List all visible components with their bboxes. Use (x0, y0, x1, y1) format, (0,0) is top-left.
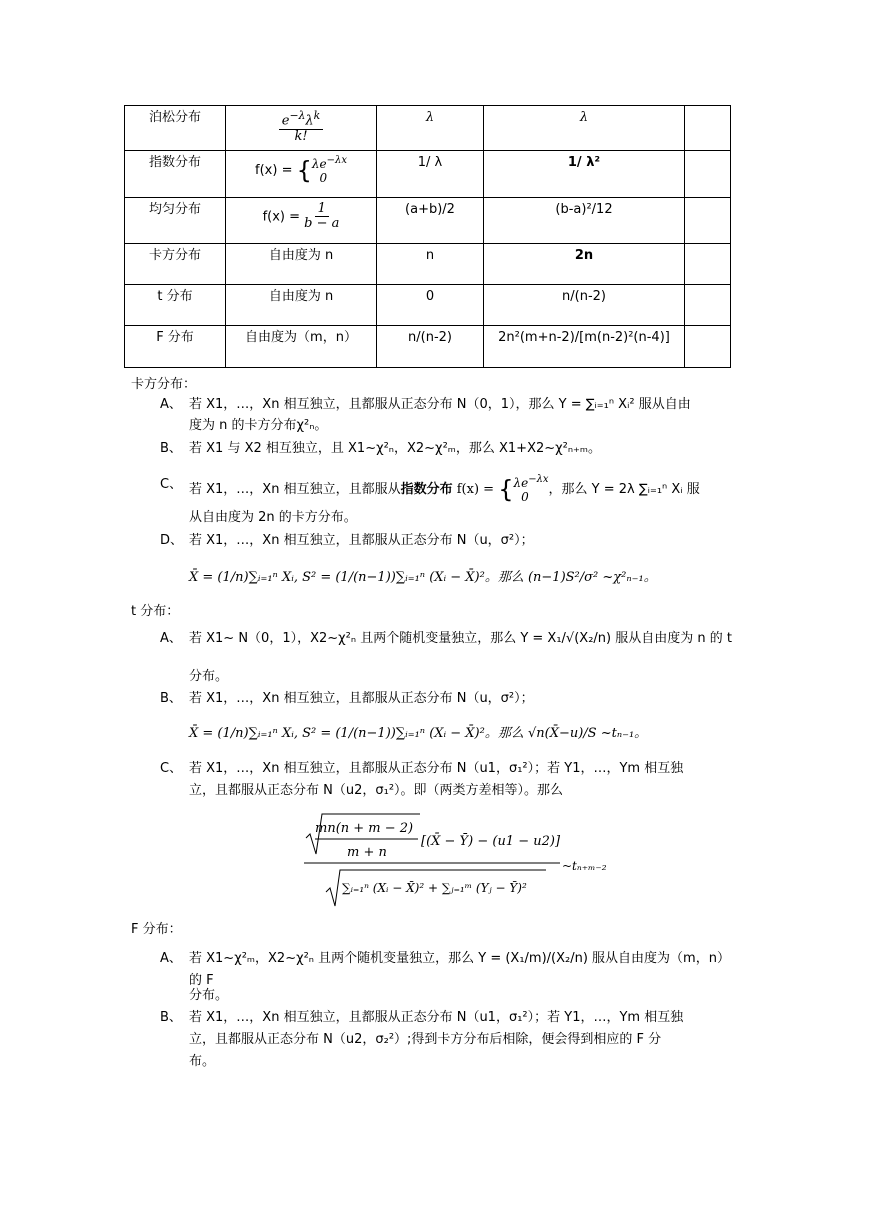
empty-cell (685, 106, 731, 151)
distribution-table (124, 105, 731, 368)
item-label: B、 (160, 441, 182, 456)
dist-name: 指数分布 (125, 151, 226, 198)
big-num-tail: [(X̄ − Ȳ) − (u1 − u2)] (421, 834, 561, 849)
dist-mean: n (377, 244, 484, 285)
item-text: 立，且都服从正态分布 N（u2，σ₂²）;得到卡方分布后相除，便会得到相应的 F 分 (189, 1032, 662, 1047)
chi-heading: 卡方分布： (131, 377, 197, 392)
pooled-t-formula (300, 810, 630, 910)
empty-cell (685, 285, 731, 326)
big-den: ∑ᵢ₌₁ⁿ (Xᵢ − X̄)² + ∑ⱼ₌₁ᵐ (Yⱼ − Ȳ)² (342, 881, 527, 895)
dist-variance: λ (484, 106, 685, 151)
item-text: 若 X1，…，Xn 相互独立，且都服从正态分布 N（u1，σ₁²）；若 Y1，…，Ym 相互独 (189, 1010, 684, 1025)
dist-name: 均匀分布 (125, 198, 226, 244)
item-text: 若 X1，…，Xn 相互独立，且都服从正态分布 N（u，σ²）； (189, 691, 534, 706)
item-text: 布。 (189, 1054, 216, 1069)
item-text: 从自由度为 2n 的卡方分布。 (189, 510, 357, 525)
dist-name: 泊松分布 (125, 106, 226, 151)
chi-d-formula: X̄ = (1/n)∑ᵢ₌₁ⁿ Xᵢ, S² = (1/(n−1))∑ᵢ₌₁ⁿ (Xᵢ − X̄)²。那么 (n−1)S²/σ² ~χ²ₙ₋₁。 (189, 570, 657, 585)
item-label: B、 (160, 1010, 182, 1025)
dist-variance: 1/ λ² (484, 151, 685, 198)
dist-mean: λ (377, 106, 484, 151)
dist-formula: 自由度为（m，n） (226, 326, 377, 368)
item-text: 若 X1，…，Xn 相互独立，且都服从正态分布 N（0，1），那么 Y = ∑ᵢ₌₁ⁿ Xᵢ² 服从自由 (189, 397, 691, 412)
t-heading: t 分布： (131, 604, 180, 619)
table-row (125, 326, 731, 368)
dist-variance: (b-a)²/12 (484, 198, 685, 244)
dist-name: F 分布 (125, 326, 226, 368)
table-row (125, 106, 731, 151)
item-label: B、 (160, 691, 182, 706)
dist-mean: n/(n-2) (377, 326, 484, 368)
item-label: A、 (160, 631, 182, 646)
item-label: A、 (160, 951, 182, 966)
dist-variance: 2n²(m+n-2)/[m(n-2)²(n-4)] (484, 326, 685, 368)
item-text: 若 X1，…，Xn 相互独立，且都服从指数分布 f(x) = { $\lambda e^{-\lambda x}$ 0 ，那么 Y = 2λ ∑ᵢ₌₁ⁿ Xᵢ 服 (189, 474, 700, 505)
item-label: C、 (160, 761, 183, 776)
big-num-den: m + n (347, 845, 387, 860)
item-text: 若 X1 与 X2 相互独立，且 X1~χ²ₙ，X2~χ²ₘ，那么 X1+X2~χ²ₙ₊ₘ。 (189, 441, 602, 456)
empty-cell (685, 198, 731, 244)
t-b-formula: X̄ = (1/n)∑ᵢ₌₁ⁿ Xᵢ, S² = (1/(n−1))∑ᵢ₌₁ⁿ (Xᵢ − X̄)²。那么 √n(X̄−u)/S ~tₙ₋₁。 (189, 726, 648, 741)
item-label: D、 (160, 533, 184, 548)
item-text: 立，且都服从正态分布 N（u2，σ₁²）。即（两类方差相等）。那么 (189, 783, 564, 798)
item-label: C、 (160, 477, 183, 492)
f-heading: F 分布： (131, 922, 182, 937)
item-text: 若 X1，…，Xn 相互独立，且都服从正态分布 N（u1，σ₁²）；若 Y1，…，Ym 相互独 (189, 761, 684, 776)
bold-term: 指数分布 (400, 481, 453, 497)
dist-mean: 0 (377, 285, 484, 326)
dist-name: t 分布 (125, 285, 226, 326)
table-row (125, 285, 731, 326)
dist-formula: f(x) = $\frac{1}{b - a}$ (226, 198, 377, 244)
empty-cell (685, 151, 731, 198)
dist-variance: 2n (484, 244, 685, 285)
big-num-root: mn(n + m − 2) (315, 821, 414, 836)
item-text: 分布。 (189, 988, 229, 1003)
dist-mean: 1/ λ (377, 151, 484, 198)
dist-name: 卡方分布 (125, 244, 226, 285)
table-row (125, 151, 731, 198)
item-text: 若 X1，…，Xn 相互独立，且都服从正态分布 N（u，σ²）； (189, 533, 534, 548)
item-text: 若 X1~ N（0，1），X2~χ²ₙ 且两个随机变量独立，那么 Y = X₁/√(X₂/n) 服从自由度为 n 的 t (189, 631, 732, 646)
item-label: A、 (160, 397, 182, 412)
dist-formula: $\frac{e^{-\lambda}\lambda^k}{k!}$ (226, 106, 377, 151)
empty-cell (685, 326, 731, 368)
item-text: 分布。 (189, 669, 229, 684)
dist-formula: 自由度为 n (226, 285, 377, 326)
dist-formula: f(x) = { $\lambda e^{-\lambda x}$ 0 (226, 151, 377, 198)
dist-formula: 自由度为 n (226, 244, 377, 285)
item-text: 若 X1~χ²ₘ，X2~χ²ₙ 且两个随机变量独立，那么 Y = (X₁/m)/(X₂/n) 服从自由度为（m，n）的 F (189, 951, 730, 988)
dist-mean: (a+b)/2 (377, 198, 484, 244)
dist-variance: n/(n-2) (484, 285, 685, 326)
big-tail: ~tₙ₊ₘ₋₂ (562, 859, 607, 873)
table-row (125, 244, 731, 285)
table-row (125, 198, 731, 244)
empty-cell (685, 244, 731, 285)
item-text: 度为 n 的卡方分布χ²ₙ。 (189, 418, 328, 433)
